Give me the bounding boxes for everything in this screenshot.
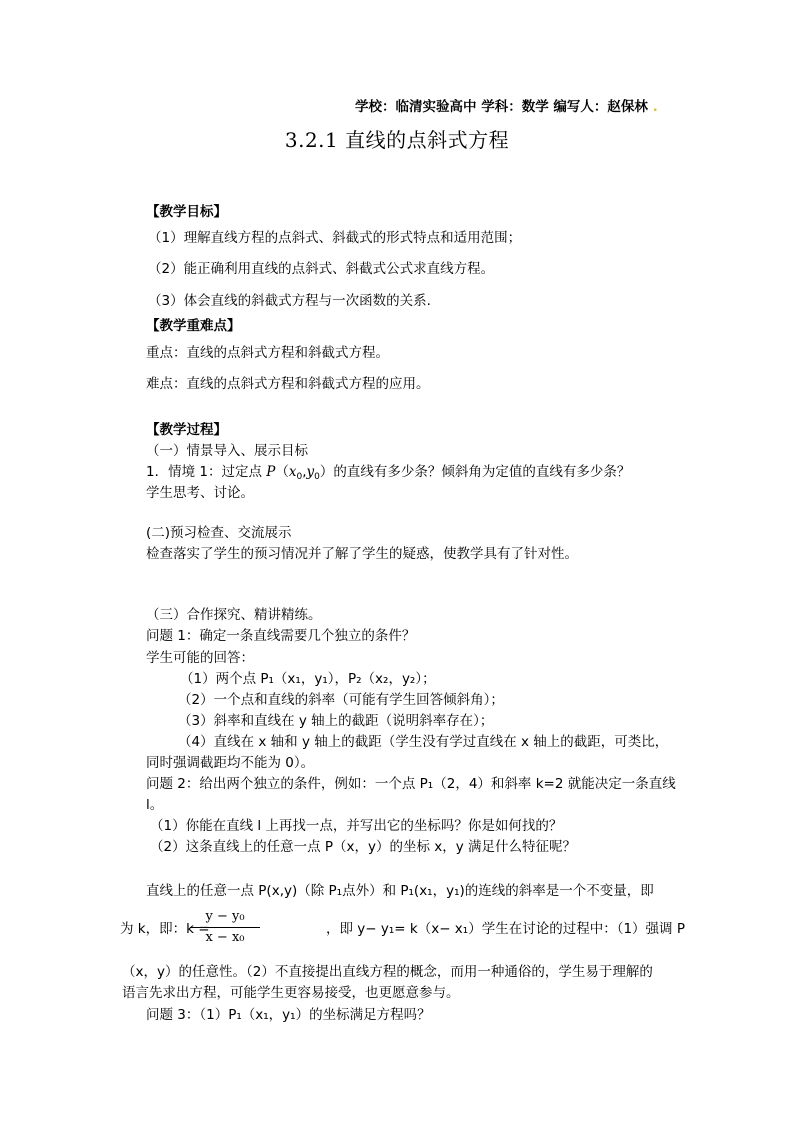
part1-line1-b: （ xyxy=(275,464,289,480)
explanation-line1: 直线上的任意一点 P(x,y)（除 P₁点外）和 P₁(x₁，y₁)的连线的斜率是一个不变量，即 xyxy=(146,883,654,899)
process-heading: 【教学过程】 xyxy=(146,422,227,438)
part1-title: （一）情景导入、展示目标 xyxy=(146,443,308,459)
part1-line1-c: , xyxy=(302,464,307,480)
answer-3: （3）斜率和直线在 y 轴上的截距（说明斜率存在）； xyxy=(178,713,494,729)
question-1: 问题 1：确定一条直线需要几个独立的条件？ xyxy=(146,628,416,644)
document-header xyxy=(355,98,658,116)
fraction-denominator: x − x₀ xyxy=(205,930,245,945)
difficult-point-text: 难点：直线的点斜式方程和斜截式方程的应用。 xyxy=(146,376,430,392)
explanation-line4: 语言先求出方程，可能学生更容易接受，也更愿意参与。 xyxy=(122,985,460,1001)
part2-title: (二)预习检查、交流展示 xyxy=(146,525,292,541)
objectives-heading: 【教学目标】 xyxy=(146,204,227,220)
part1-line1-a: 1．情境 1：过定点 xyxy=(146,464,267,480)
objective-item-2: （2）能正确利用直线的点斜式、斜截式公式求直线方程。 xyxy=(148,261,495,277)
question-2-line1: 问题 2：给出两个独立的条件，例如：一个点 P₁（2，4）和斜率 k=2 就能决定一条直线 xyxy=(146,776,676,792)
answer-4-line2: 同时强调截距均不能为 0）。 xyxy=(146,755,315,771)
answer-4-line1: （4）直线在 x 轴和 y 轴上的截距（学生没有学过直线在 x 轴上的截距，可类比， xyxy=(178,734,669,750)
header-text: 学校：临清实验高中 学科：数学 编写人：赵保林 xyxy=(355,99,648,115)
y-symbol: y xyxy=(306,464,315,480)
slope-fraction xyxy=(186,908,264,947)
objective-item-3: （3）体会直线的斜截式方程与一次函数的关系. xyxy=(148,293,431,309)
explanation-line2-b: ，即 y− y₁= k（x− x₁）学生在讨论的过程中：（1）强调 P xyxy=(326,921,685,937)
header-mark: . xyxy=(652,99,658,115)
part1-line1 xyxy=(146,463,630,486)
answer-1: （1）两个点 P₁（x₁，y₁），P₂（x₂，y₂）； xyxy=(180,671,436,687)
part1-line1-d: ）的直线有多少条？倾斜角为定值的直线有多少条？ xyxy=(319,464,631,480)
explanation-line3: （x，y）的任意性。（2）不直接提出直线方程的概念，而用一种通俗的，学生易于理解的 xyxy=(122,964,653,980)
answers-label: 学生可能的回答： xyxy=(146,650,254,666)
question-2-sub-b: （2）这条直线上的任意一点 P（x，y）的坐标 x，y 满足什么特征呢？ xyxy=(150,839,577,855)
part1-line2: 学生思考、讨论。 xyxy=(146,485,254,501)
explanation-line2-a: 为 k，即：k = xyxy=(120,921,210,937)
answer-2: （2）一个点和直线的斜率（可能有学生回答倾斜角）； xyxy=(178,692,504,708)
x-subscript: 0 xyxy=(296,472,303,482)
part2-line1: 检查落实了学生的预习情况并了解了学生的疑惑，使教学具有了针对性。 xyxy=(146,546,578,562)
fraction-bar xyxy=(190,927,260,928)
x-symbol: x xyxy=(288,464,297,480)
objective-item-1: （1）理解直线方程的点斜式、斜截式的形式特点和适用范围； xyxy=(148,230,522,246)
key-point-text: 重点：直线的点斜式方程和斜截式方程。 xyxy=(146,345,389,361)
question-2-line2: l。 xyxy=(146,797,164,813)
part3-title: （三）合作探究、精讲精练。 xyxy=(146,607,322,623)
point-p-symbol: P xyxy=(266,464,276,480)
question-2-sub-a: （1）你能在直线 l 上再找一点，并写出它的坐标吗？你是如何找的？ xyxy=(150,818,563,834)
key-points-heading: 【教学重难点】 xyxy=(146,318,241,334)
question-3: 问题 3：（1）P₁（x₁，y₁）的坐标满足方程吗？ xyxy=(146,1007,431,1023)
fraction-numerator: y − y₀ xyxy=(205,909,245,924)
y-subscript: 0 xyxy=(314,472,320,482)
page-title: 3.2.1 直线的点斜式方程 xyxy=(284,128,510,152)
